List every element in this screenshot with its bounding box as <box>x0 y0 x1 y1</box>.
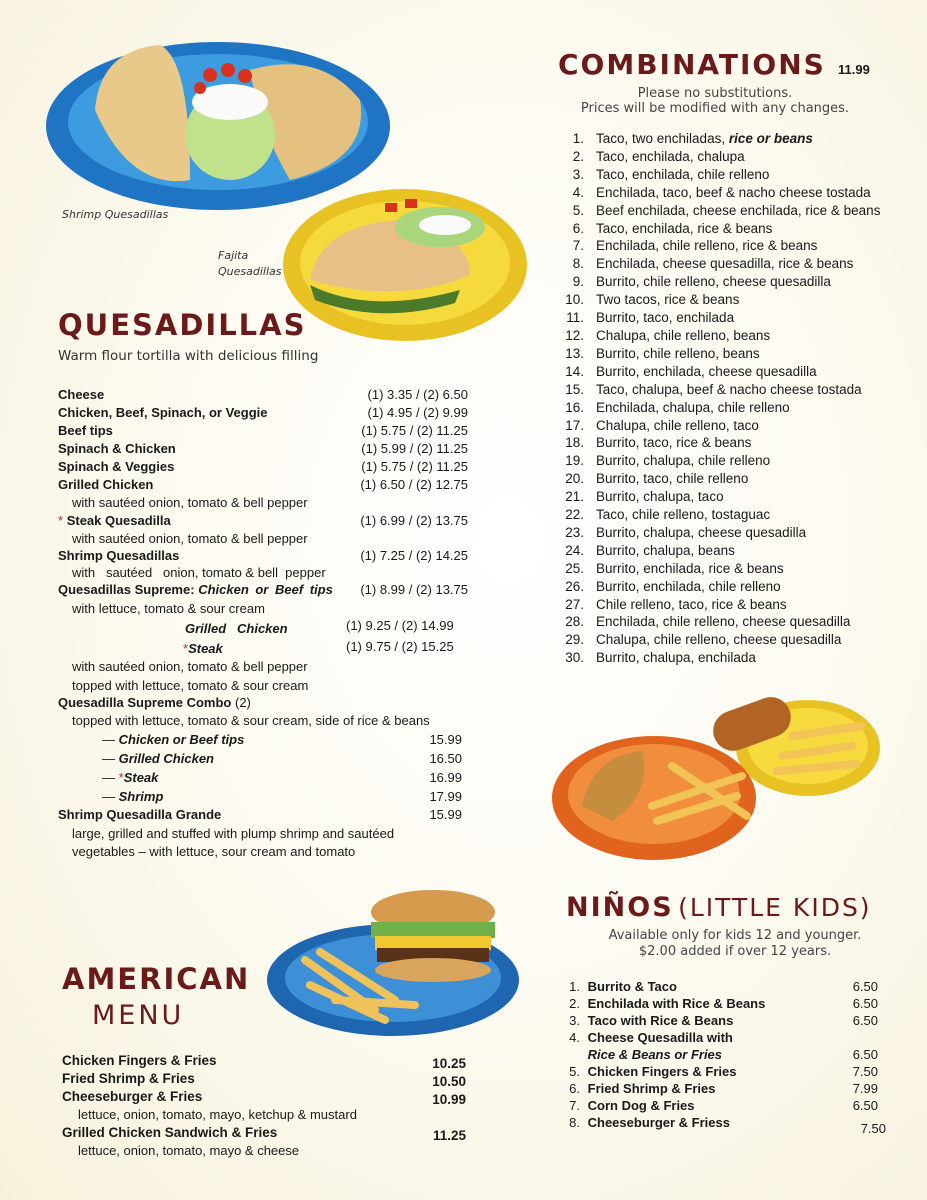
combination-item: 4. Enchilada, taco, beef & nacho cheese tostada <box>572 184 871 200</box>
american-title: AMERICAN <box>62 962 251 996</box>
combination-item: 18. Burrito, taco, rice & beans <box>565 435 752 451</box>
combination-item: 19. Burrito, chalupa, chile relleno <box>565 453 771 469</box>
quesadilla-item: Chicken, Beef, Spinach, or Veggie (1) 4.95 / (2) 9.99 <box>58 405 468 420</box>
combination-item: 15. Taco, chalupa, beef & nacho cheese tostada <box>565 381 862 397</box>
combination-item: 8. Enchilada, cheese quesadilla, rice & beans <box>572 256 854 272</box>
combination-item: 10. Two tacos, rice & beans <box>565 292 740 308</box>
american-item: Chicken Fingers & Fries 10.25 <box>62 1053 466 1071</box>
combination-item: 22. Taco, chile relleno, tostaguac <box>565 507 771 523</box>
quesadilla-item: Grilled Chicken (1) 6.50 / (2) 12.75 <box>58 477 468 492</box>
kids-item: 2. Enchilada with Rice & Beans 6.50 <box>569 996 878 1011</box>
combination-item: 13. Burrito, chile relleno, beans <box>565 345 760 361</box>
quesadilla-item: Quesadillas Supreme: Chicken or Beef tips (1) 8.99 / (2) 13.75 <box>58 582 468 597</box>
quesadillas-title: QUESADILLAS <box>58 308 307 342</box>
combinations-list <box>558 130 880 667</box>
fajita-photo-caption: Fajita Quesadillas <box>218 249 282 278</box>
combination-item: 17. Chalupa, chile relleno, taco <box>565 417 759 433</box>
american-subtitle: MENU <box>92 1000 185 1031</box>
combination-item: 16. Enchilada, chalupa, chile relleno <box>565 399 790 415</box>
combination-item: 5. Beef enchilada, cheese enchilada, rice & beans <box>572 202 881 218</box>
supreme-option: *Steak <box>183 641 223 656</box>
item-description: with lettuce, tomato & sour cream <box>72 601 265 616</box>
quesadilla-item: Shrimp Quesadilla Grande 15.99 <box>58 807 462 822</box>
item-description: with sautéed onion, tomato & bell pepper <box>72 495 308 510</box>
combinations-price: 11.99 <box>838 62 870 77</box>
quesadilla-item: Quesadilla Supreme Combo (2) <box>58 695 251 710</box>
quesadillas-subtitle: Warm flour tortilla with delicious filling <box>58 348 319 364</box>
american-item: Cheeseburger & Fries 10.99 <box>62 1089 466 1107</box>
combo-option: — Grilled Chicken 16.50 <box>102 751 462 766</box>
quesadilla-item: Shrimp Quesadillas (1) 7.25 / (2) 14.25 <box>58 548 468 563</box>
combination-item: 27. Chile relleno, taco, rice & beans <box>565 596 787 612</box>
item-description: topped with lettuce, tomato & sour cream <box>72 678 309 693</box>
combinations-note: Please no substitutions. <box>637 86 793 101</box>
kids-meal-photo <box>552 696 882 866</box>
combination-item: 24. Burrito, chalupa, beans <box>565 542 735 558</box>
supreme-option: Grilled Chicken <box>185 621 288 636</box>
item-description: large, grilled and stuffed with plump shrimp and sautéed <box>72 826 395 841</box>
item-description: lettuce, onion, tomato, mayo, ketchup & mustard <box>78 1107 357 1122</box>
combination-item: 1. Taco, two enchiladas, rice or beans <box>572 131 813 146</box>
kids-item: 1. Burrito & Taco 6.50 <box>569 979 878 994</box>
ninos-note: Available only for kids 12 and younger. <box>608 928 862 943</box>
combination-item: 9. Burrito, chile relleno, cheese quesadilla <box>572 274 831 290</box>
quesadilla-item: Spinach & Chicken (1) 5.99 / (2) 11.25 <box>58 441 468 456</box>
combination-item: 12. Chalupa, chile relleno, beans <box>565 327 771 343</box>
combination-item: 14. Burrito, enchilada, cheese quesadilla <box>565 363 817 379</box>
ninos-title: NIÑOS (LITTLE KIDS) <box>566 892 872 923</box>
combination-item: 6. Taco, enchilada, rice & beans <box>572 220 773 236</box>
supreme-option-price: (1) 9.25 / (2) 14.99 <box>346 618 454 633</box>
item-description: with sautéed onion, tomato & bell pepper <box>72 531 308 546</box>
combinations-note: Prices will be modified with any changes. <box>580 101 850 116</box>
combo-option: — Shrimp 17.99 <box>102 789 462 804</box>
quesadilla-item: Spinach & Veggies (1) 5.75 / (2) 11.25 <box>58 459 468 474</box>
combination-item: 26. Burrito, enchilada, chile relleno <box>565 578 781 594</box>
supreme-option-price: (1) 9.75 / (2) 15.25 <box>346 639 454 654</box>
combination-item: 25. Burrito, enchilada, rice & beans <box>565 560 784 576</box>
kids-item-continued: Rice & Beans or Fries 6.50 <box>587 1047 878 1062</box>
shrimp-photo-caption: Shrimp Quesadillas <box>62 208 169 221</box>
combo-option: — *Steak 16.99 <box>102 770 462 785</box>
item-description: topped with lettuce, tomato & sour cream, side of rice & beans <box>72 713 430 728</box>
american-item: Fried Shrimp & Fries 10.50 <box>62 1071 466 1089</box>
quesadilla-item: * Steak Quesadilla (1) 6.99 / (2) 13.75 <box>58 513 468 528</box>
combination-item: 3. Taco, enchilada, chile relleno <box>572 166 770 182</box>
item-description: lettuce, onion, tomato, mayo & cheese <box>78 1143 300 1158</box>
kids-item: 8. Cheeseburger & Friess 7.50 <box>569 1115 886 1136</box>
cheeseburger-photo <box>265 890 520 1040</box>
item-description: with sautéed onion, tomato & bell pepper <box>72 659 308 674</box>
kids-item: 6. Fried Shrimp & Fries 7.99 <box>569 1081 878 1096</box>
quesadilla-item: Cheese (1) 3.35 / (2) 6.50 <box>58 387 468 402</box>
kids-item: 4. Cheese Quesadilla with <box>569 1030 733 1045</box>
american-item: Grilled Chicken Sandwich & Fries 11.25 <box>62 1125 466 1143</box>
combinations-title: COMBINATIONS <box>558 48 826 81</box>
combination-item: 20. Burrito, taco, chile relleno <box>565 471 749 487</box>
kids-item: 7. Corn Dog & Fries 6.50 <box>569 1098 878 1113</box>
combination-item: 30. Burrito, chalupa, enchilada <box>565 650 756 666</box>
kids-item: 3. Taco with Rice & Beans 6.50 <box>569 1013 878 1028</box>
combination-item: 11. Burrito, taco, enchilada <box>566 310 735 326</box>
item-description: with sautéed onion, tomato & bell pepper <box>72 565 326 580</box>
combination-item: 29. Chalupa, chile relleno, cheese quesadilla <box>565 632 842 648</box>
kids-item: 5. Chicken Fingers & Fries 7.50 <box>569 1064 878 1079</box>
combo-option: — Chicken or Beef tips 15.99 <box>102 732 462 747</box>
combination-item: 28. Enchilada, chile relleno, cheese quesadilla <box>565 614 851 630</box>
fajita-quesadilla-photo <box>280 185 530 345</box>
item-description: vegetables – with lettuce, sour cream and tomato <box>72 844 356 859</box>
combination-item: 21. Burrito, chalupa, taco <box>565 489 724 505</box>
ninos-note: $2.00 added if over 12 years. <box>638 944 832 959</box>
quesadilla-item: Beef tips (1) 5.75 / (2) 11.25 <box>58 423 468 438</box>
combination-item: 23. Burrito, chalupa, cheese quesadilla <box>565 524 807 540</box>
combination-item: 2. Taco, enchilada, chalupa <box>572 148 745 164</box>
combination-item: 7. Enchilada, chile relleno, rice & beans <box>572 238 818 254</box>
